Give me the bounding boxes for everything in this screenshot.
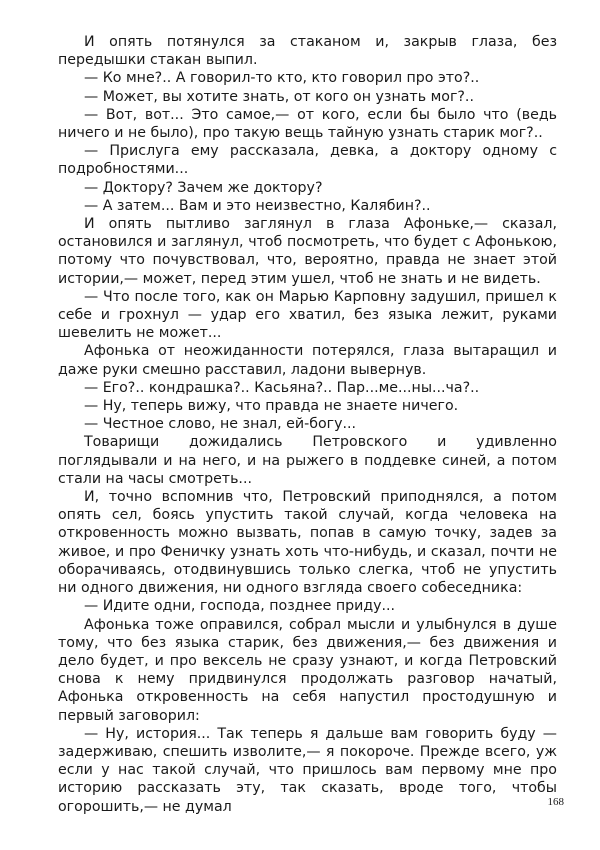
page-number: 168 [547, 796, 564, 808]
paragraph-16: — Идите одни, господа, позднее приду... [84, 598, 396, 615]
paragraph-2: — Ко мне?.. А говорил-то кто, кто говорил про это?.. [84, 70, 480, 87]
paragraph-14: Товарищи дожидались Петровского и удивленно поглядывали и на него, и на рыжего в поддевке синей, а потом стали на часы смотреть... [58, 434, 557, 487]
paragraph-12: — Ну, теперь вижу, что правда не знаете ничего. [84, 398, 459, 415]
text-column [58, 33, 557, 816]
paragraph-4: — Вот, вот... Это самое,— от кого, если бы было что (ведь ничего и не было), про такую вещь тайную узнать старик мог?.. [58, 106, 557, 142]
paragraph-13: — Честное слово, не знал, ей-богу... [84, 416, 357, 433]
paragraph-3: — Может, вы хотите знать, от кого он узнать мог?.. [84, 88, 474, 105]
paragraph-18: — Ну, история... Так теперь я дальше вам говорить буду — задерживаю, спешить изволите,— я покороче. Прежде всего, уж если у нас такой случай, что пришлось вам первому мне про историю рассказать эту, так сказать, вроде того, чтобы огорошить,— не думал [58, 725, 557, 815]
paragraph-7: — А затем... Вам и это неизвестно, Калябин?.. [84, 197, 431, 214]
paragraph-9: — Что после того, как он Марью Карповну задушил, пришел к себе и грохнул — удар его хватил, без языка лежит, руками шевелить не может... [58, 288, 557, 342]
paragraph-10: Афонька от неожиданности потерялся, глаза вытаращил и даже руки смешно расставил, ладони вывернув. [58, 343, 557, 378]
paragraph-1: И опять потянулся за стаканом и, закрыв глаза, без передышки стакан выпил. [58, 34, 557, 69]
paragraph-17: Афонька тоже оправился, собрал мысли и улыбнулся в душе тому, что без языка старик, без движения,— без движения и дело будет, и про вексель не сразу узнают, и когда Петровский снова к нему придвинулся продолжать разговор начатый, Афонька откровенность на себя напустил простодушную и первый заговорил: [58, 616, 557, 724]
paragraph-15: И, точно вспомнив что, Петровский приподнялся, а потом опять сел, боясь упустить такой случай, когда человека на откровенность можно вызвать, попав в самую точку, задев за живое, и про Феничку узнать хоть что-нибудь, и сказал, почти не оборачиваясь, отодвинувшись только слегка, чтоб не упустить ни одного движения, ни одного взгляда своего собеседника: [58, 489, 557, 597]
paragraph-6: — Доктору? Зачем же доктору? [84, 179, 323, 196]
paragraph-8: И опять пытливо заглянул в глаза Афоньке,— сказал, остановился и заглянул, чтоб посмотреть, что будет с Афонькою, потому что почувствовал, что, вероятно, правда не знает этой истории,— может, перед этим ушел, чтоб не знать и не видеть. [58, 216, 557, 287]
paragraph-5: — Прислуга ему рассказала, девка, а доктору одному с подробностями... [58, 143, 557, 178]
paragraph-11: — Его?.. кондрашка?.. Касьяна?.. Пар...ме...ны...ча?.. [84, 379, 480, 396]
